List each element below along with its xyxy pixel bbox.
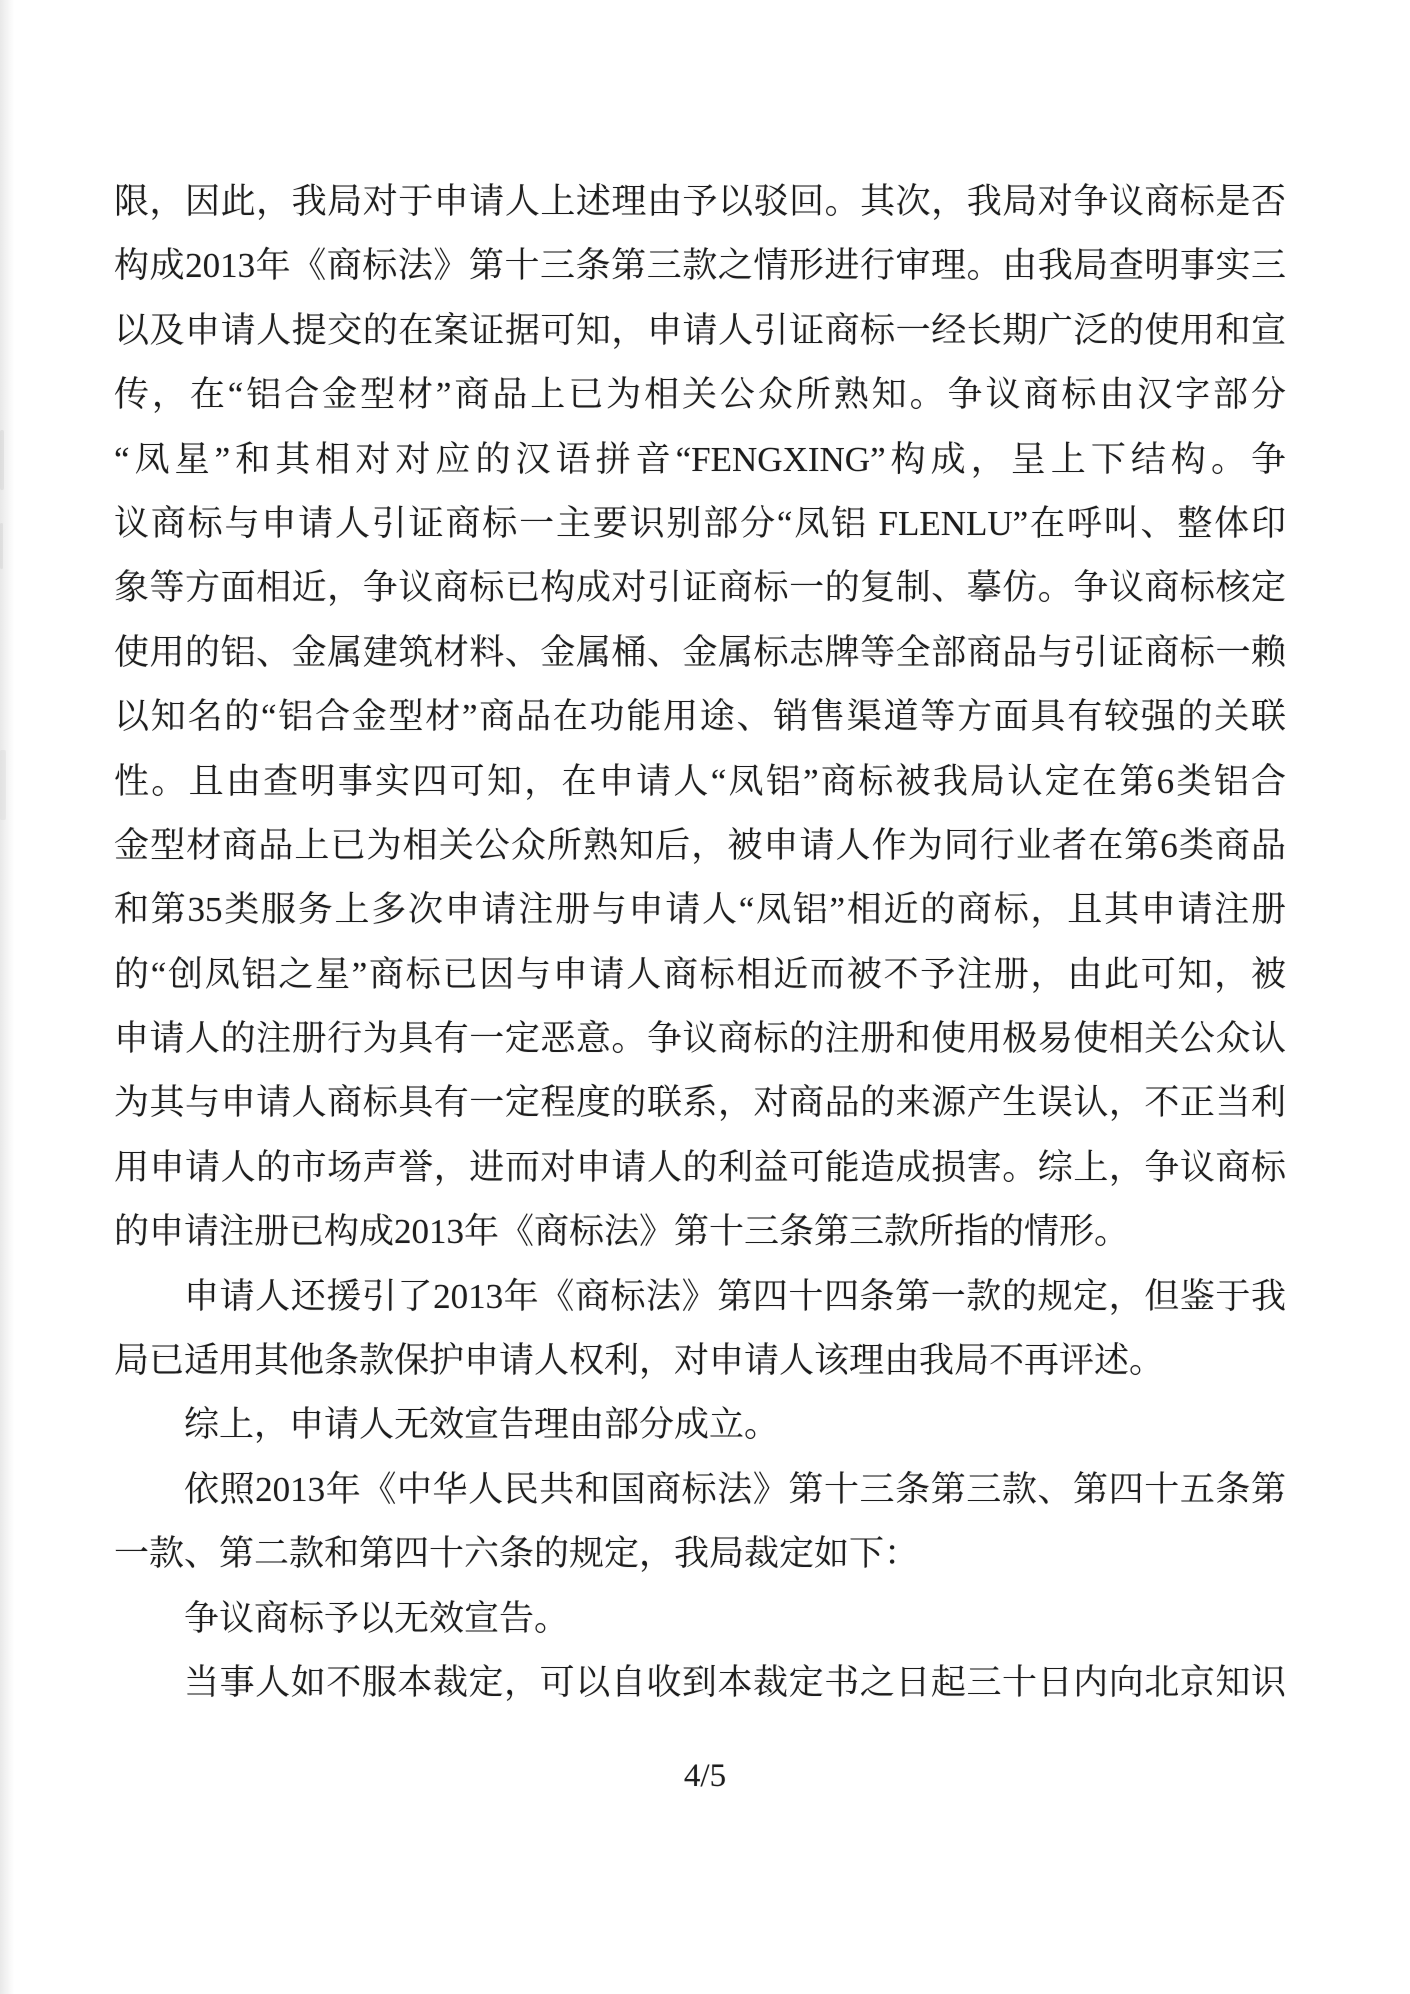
- text-line: 一款、第二款和第四十六条的规定，我局裁定如下：: [114, 1534, 920, 1574]
- text-line: 的申请注册已构成2013年《商标法》第十三条第三款所指的情形。: [114, 1212, 1130, 1252]
- scan-edge-shadow: [0, 0, 14, 1994]
- text-line: 和第35类服务上多次申请注册与申请人“凤铝”相近的商标，且其申请注册: [114, 890, 1286, 930]
- scan-smudge: [0, 523, 3, 569]
- text-line: 构成2013年《商标法》第十三条第三款之情形进行审理。由我局查明事实三: [114, 246, 1286, 286]
- text-line: 象等方面相近，争议商标已构成对引证商标一的复制、摹仿。争议商标核定: [114, 568, 1286, 608]
- text-line: 申请人还援引了2013年《商标法》第四十四条第一款的规定，但鉴于我: [184, 1276, 1286, 1316]
- text-line: 限，因此，我局对于申请人上述理由予以驳回。其次，我局对争议商标是否: [114, 182, 1286, 221]
- text-line: 综上，申请人无效宣告理由部分成立。: [184, 1405, 780, 1445]
- text-line: 性。且由查明事实四可知，在申请人“凤铝”商标被我局认定在第6类铝合: [114, 761, 1286, 801]
- text-line: 以及申请人提交的在案证据可知，申请人引证商标一经长期广泛的使用和宣: [114, 310, 1286, 350]
- text-line: 传，在“铝合金型材”商品上已为相关公众所熟知。争议商标由汉字部分: [114, 375, 1286, 415]
- text-line: 用申请人的市场声誉，进而对申请人的利益可能造成损害。综上，争议商标: [114, 1147, 1286, 1187]
- text-line: 的“创凤铝之星”商标已因与申请人商标相近而被不予注册，由此可知，被: [114, 954, 1286, 994]
- text-line: 局已适用其他条款保护申请人权利，对申请人该理由我局不再评述。: [114, 1341, 1165, 1381]
- text-line: “凤星”和其相对对应的汉语拼音“FENGXING”构成，呈上下结构。争: [114, 439, 1286, 479]
- scan-smudge: [0, 430, 4, 490]
- text-line: 议商标与申请人引证商标一主要识别部分“凤铝 FLENLU”在呼叫、整体印: [114, 503, 1286, 543]
- text-line: 金型材商品上已为相关公众所熟知后，被申请人作为同行业者在第6类商品: [114, 825, 1286, 865]
- document-body: [114, 170, 1286, 1715]
- text-line: 以知名的“铝合金型材”商品在功能用途、销售渠道等方面具有较强的关联: [114, 697, 1286, 737]
- scan-smudge: [0, 750, 6, 820]
- text-line: 争议商标予以无效宣告。: [184, 1598, 570, 1638]
- text-line: 为其与申请人商标具有一定程度的联系，对商品的来源产生误认，不正当利: [114, 1083, 1286, 1123]
- page-number: 4/5: [683, 1758, 727, 1794]
- text-line: 申请人的注册行为具有一定恶意。争议商标的注册和使用极易使相关公众认: [114, 1019, 1286, 1059]
- text-line: 当事人如不服本裁定，可以自收到本裁定书之日起三十日内向北京知识: [184, 1662, 1286, 1702]
- text-line: 使用的铝、金属建筑材料、金属桶、金属标志牌等全部商品与引证商标一赖: [114, 632, 1286, 672]
- text-line: 依照2013年《中华人民共和国商标法》第十三条第三款、第四十五条第: [184, 1469, 1286, 1509]
